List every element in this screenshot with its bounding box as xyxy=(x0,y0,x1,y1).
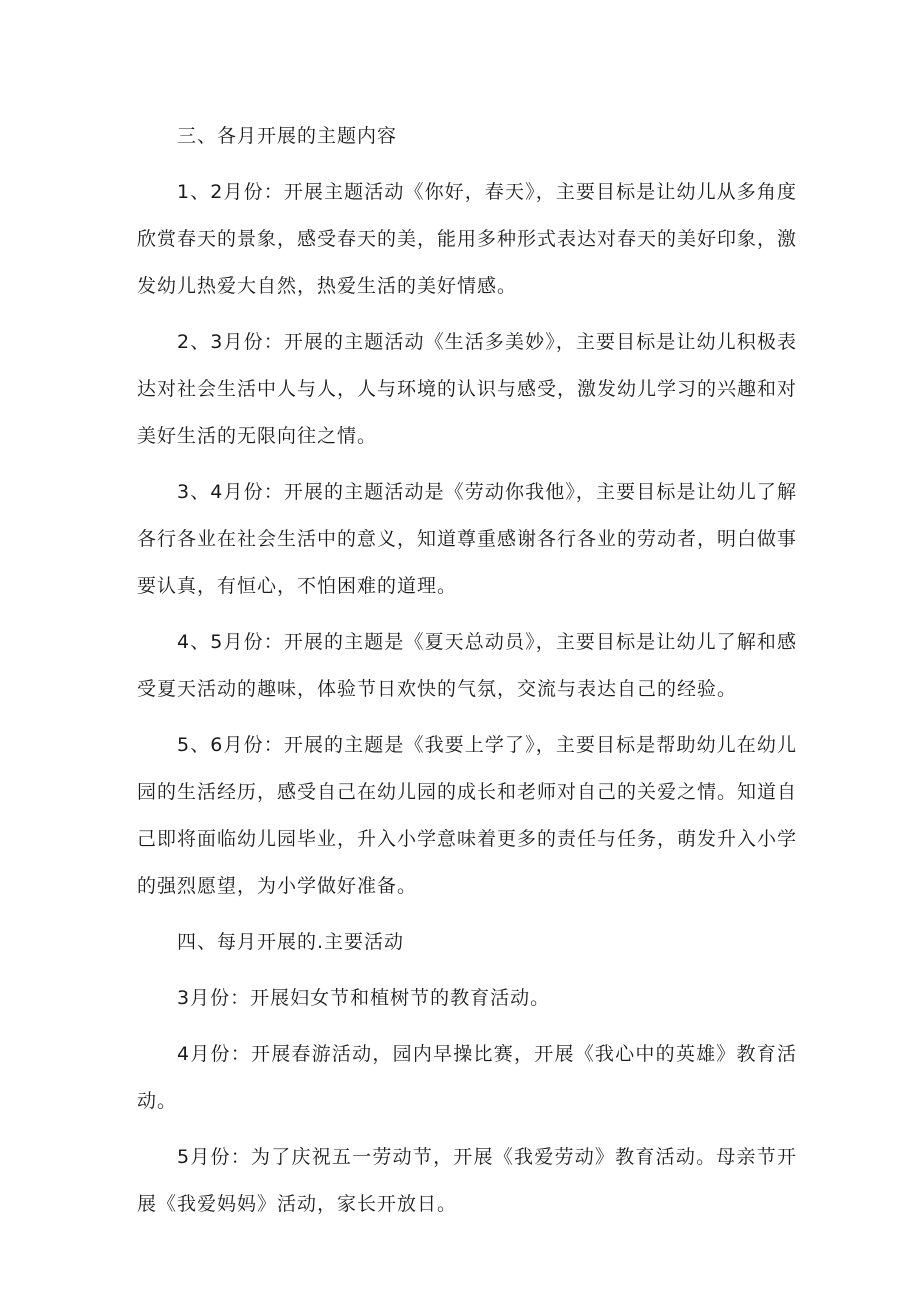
theme-paragraph-april: 3、4月份：开展的主题活动是《劳动你我他》，主要目标是让幼儿了解各行各业在社会生活中的意义，知道尊重感谢各行各业的劳动者，明白做事要认真，有恒心，不怕困难的道理。 xyxy=(137,481,798,597)
theme-paragraph-february: 1、2月份：开展主题活动《你好，春天》，主要目标是让幼儿从多角度欣赏春天的景象，感受春天的美，能用多种形式表达对春天的美好印象，激发幼儿热爱大自然，热爱生活的美好情感。 xyxy=(137,181,798,297)
activity-paragraph-march: 3月份：开展妇女节和植树节的教育活动。 xyxy=(177,987,551,1009)
section-heading-monthly-activities: 四、每月开展的.主要活动 xyxy=(177,931,405,953)
activity-paragraph-april: 4月份：开展春游活动，园内早操比赛，开展《我心中的英雄》教育活动。 xyxy=(137,1043,797,1112)
document-body xyxy=(137,113,797,1237)
theme-paragraph-march: 2、3月份：开展的主题活动《生活多美妙》，主要目标是让幼儿积极表达对社会生活中人与人，人与环境的认识与感受，激发幼儿学习的兴趣和对美好生活的无限向往之情。 xyxy=(137,331,798,447)
theme-paragraph-june: 5、6月份：开展的主题是《我要上学了》，主要目标是帮助幼儿在幼儿园的生活经历，感受自己在幼儿园的成长和老师对自己的关爱之情。知道自己即将面临幼儿园毕业，升入小学意味着更多的责任与任务，萌发升入小学的强烈愿望，为小学做好准备。 xyxy=(137,734,798,897)
theme-paragraph-may: 4、5月份：开展的主题是《夏天总动员》，主要目标是让幼儿了解和感受夏天活动的趣味，体验节日欢快的气氛，交流与表达自己的经验。 xyxy=(137,631,797,700)
activity-paragraph-may: 5月份：为了庆祝五一劳动节，开展《我爱劳动》教育活动。母亲节开展《我爱妈妈》活动，家长开放日。 xyxy=(137,1146,797,1215)
section-heading-monthly-themes: 三、各月开展的主题内容 xyxy=(177,125,398,147)
